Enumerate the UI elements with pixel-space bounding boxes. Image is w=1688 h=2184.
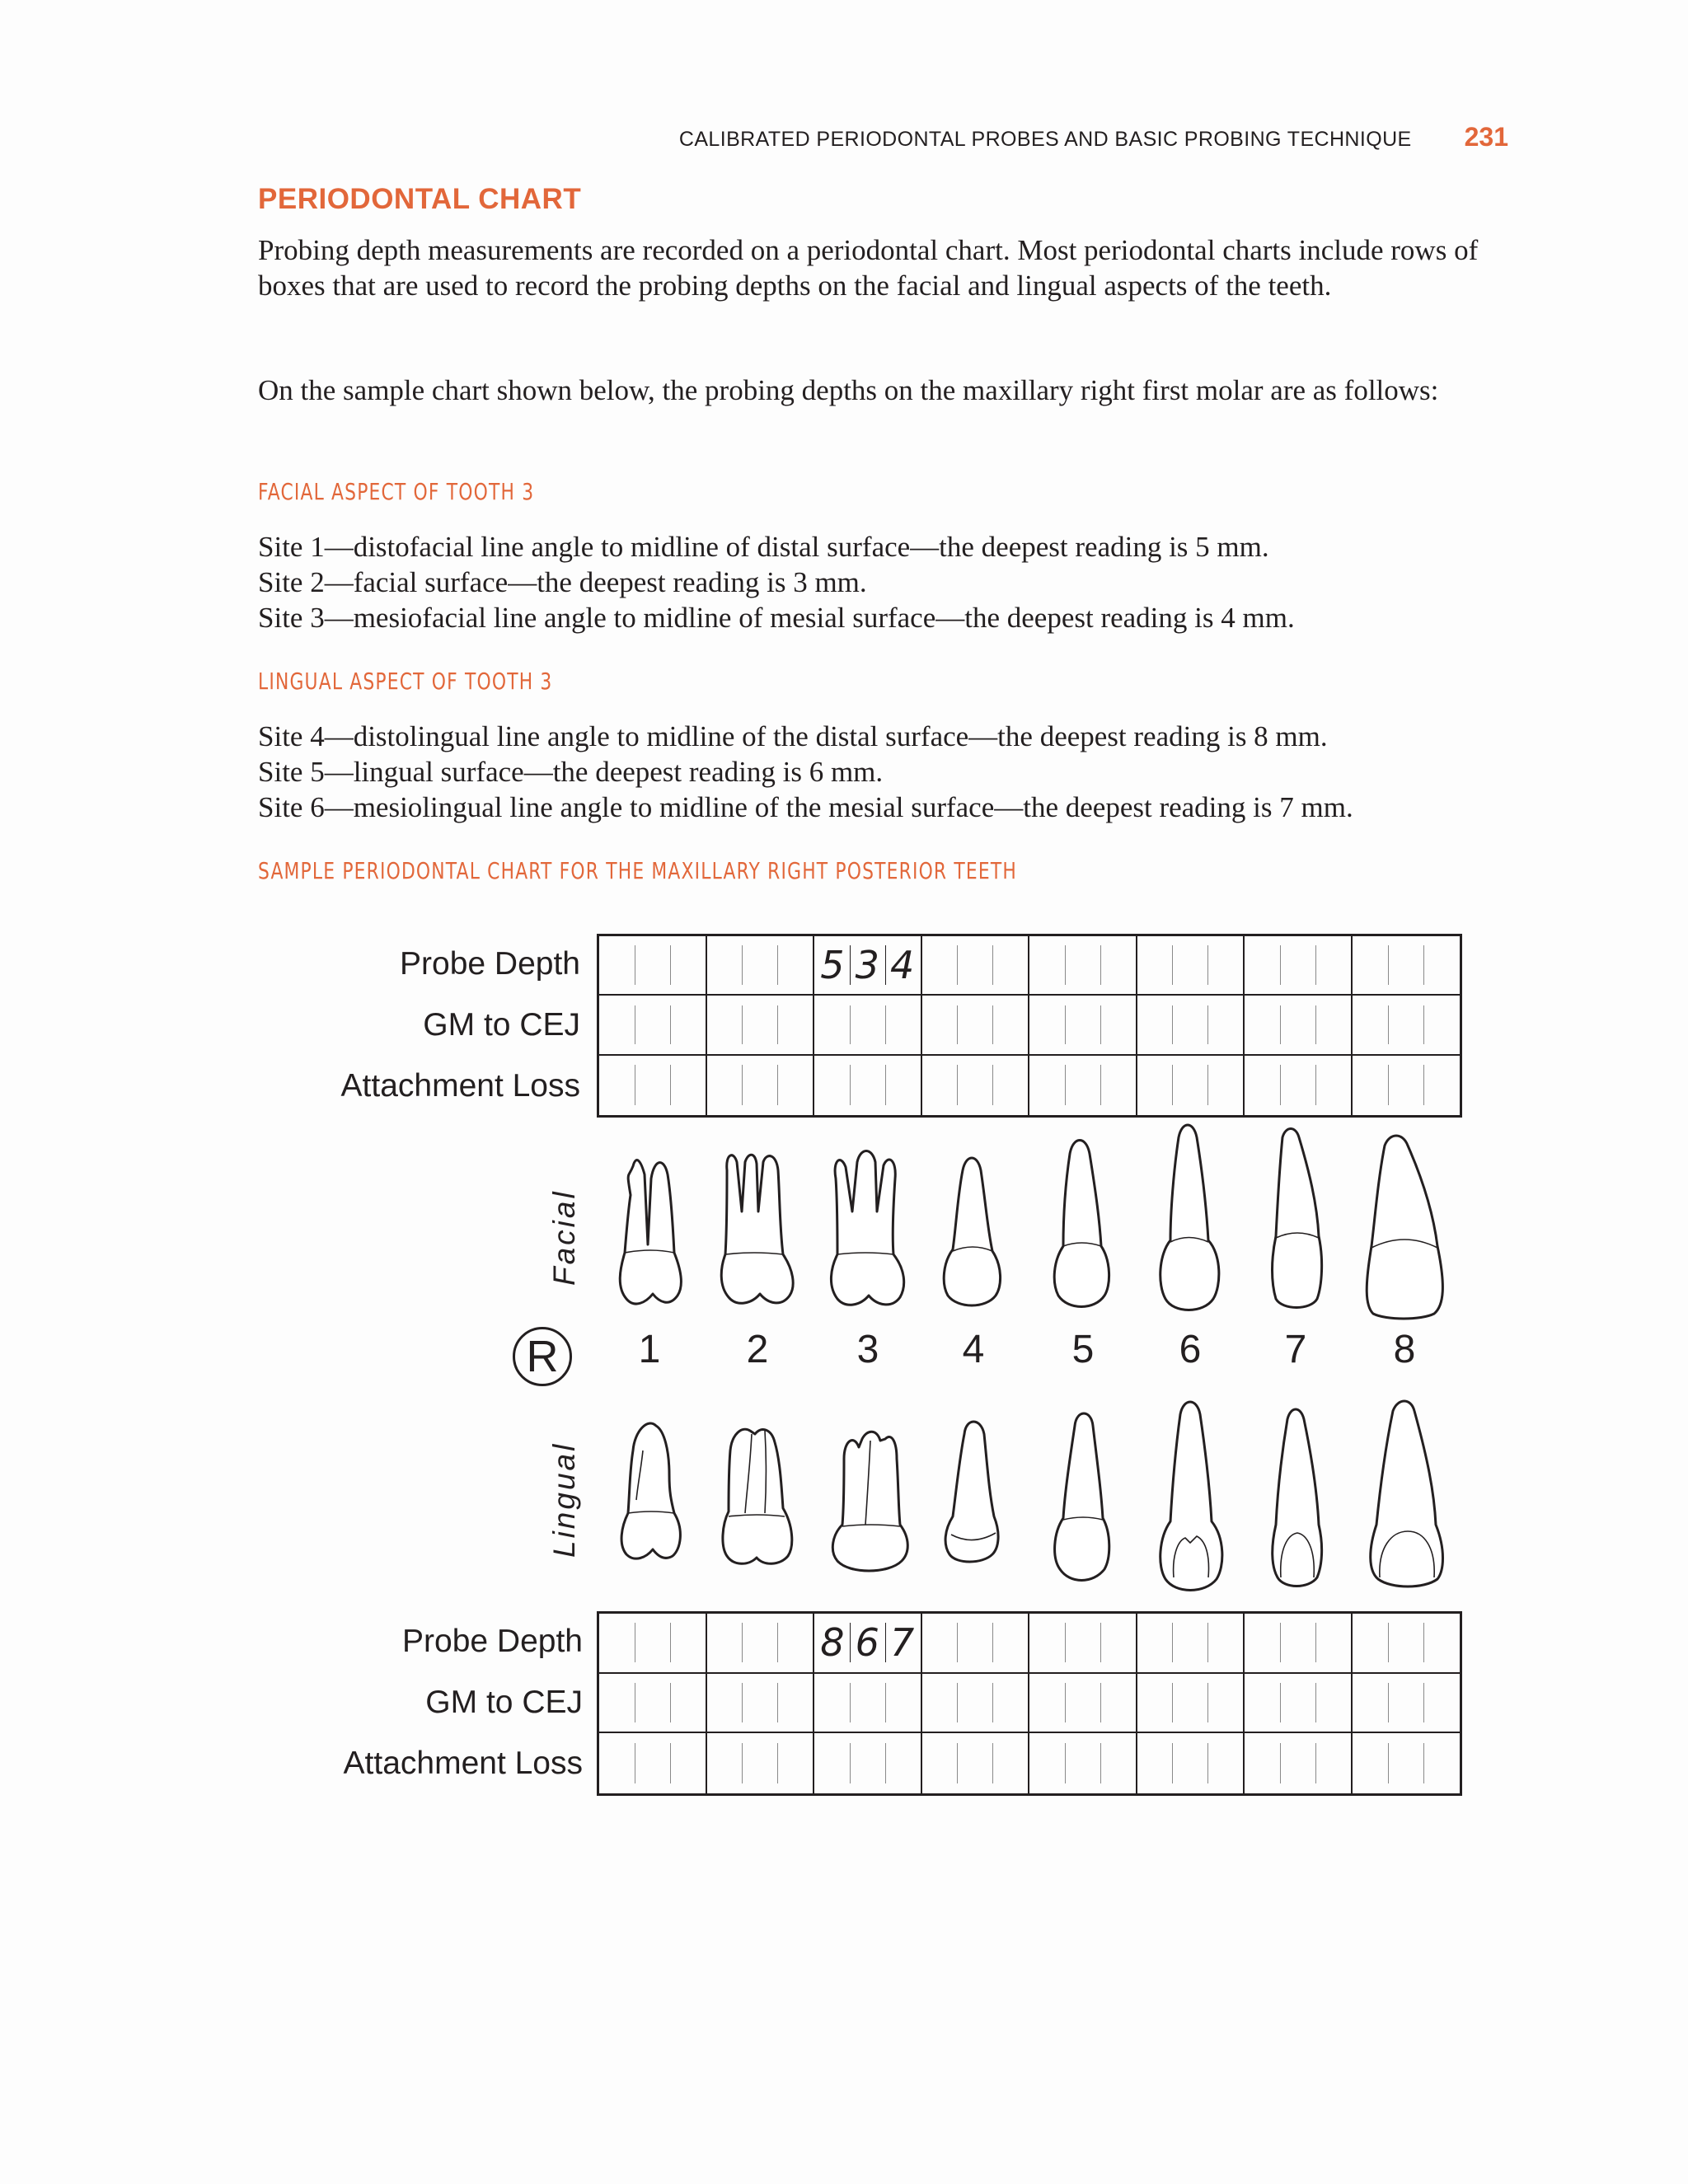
lingual-cell-r2-tooth-2: [707, 1674, 815, 1734]
site-divider: [1100, 1623, 1101, 1662]
site-divider: [850, 1065, 851, 1105]
tooth-number-6: 6: [1179, 1328, 1202, 1371]
site-divider: [1172, 1065, 1173, 1105]
site-divider: [957, 945, 958, 985]
site-divider: [1315, 945, 1316, 985]
site-divider: [742, 945, 743, 985]
lingual-tooth-7-icon: [1273, 1409, 1322, 1586]
lingual-probe-depth-label: Probe Depth: [402, 1624, 583, 1659]
site-divider: [1065, 1623, 1066, 1662]
site-divider: [1207, 1005, 1208, 1045]
lingual-cell-r1-tooth-3: [814, 1614, 922, 1674]
lingual-cell-r3-tooth-6: [1137, 1733, 1245, 1793]
site-divider: [992, 1743, 993, 1783]
facial-tooth-3-icon: [831, 1151, 903, 1305]
facial-probe-depth-site-value: 3: [855, 943, 879, 988]
lingual-tooth-1-icon: [621, 1423, 680, 1558]
facial-side-label: Facial: [547, 1189, 581, 1286]
site-divider: [1207, 1743, 1208, 1783]
facial-sites-list: [258, 529, 1295, 635]
intro-paragraph: Probing depth measurements are recorded on a periodontal chart. Most periodontal charts include rows of boxes that are used to record the probing depths on the facial and lingual aspects of the teeth.: [258, 234, 1479, 302]
site-divider: [1423, 1005, 1424, 1045]
facial-cell-r3-tooth-4: [922, 1056, 1030, 1115]
site-divider: [885, 1683, 886, 1722]
tooth-number-7: 7: [1284, 1328, 1307, 1371]
site-divider: [1100, 945, 1101, 985]
site-divider: [992, 1005, 993, 1045]
lingual-cell-r3-tooth-3: [814, 1733, 922, 1793]
site-divider: [957, 1743, 958, 1783]
site-divider: [777, 1005, 778, 1045]
lingual-cell-r2-tooth-5: [1029, 1674, 1137, 1734]
site-divider: [670, 945, 671, 985]
site-divider: [1388, 1005, 1389, 1045]
lingual-tooth-6-icon: [1160, 1402, 1222, 1591]
site-divider: [742, 1623, 743, 1662]
facial-probe-depth-site-value: 4: [890, 943, 915, 988]
site-divider: [1207, 1623, 1208, 1662]
lingual-cell-r3-tooth-2: [707, 1733, 815, 1793]
site-divider: [1172, 1743, 1173, 1783]
lingual-probe-depth-site-value: 8: [820, 1620, 845, 1666]
facial-tooth-1-icon: [620, 1160, 681, 1304]
tooth-number-8: 8: [1393, 1328, 1416, 1371]
site-divider: [777, 945, 778, 985]
site-divider: [992, 1623, 993, 1662]
facial-cell-r3-tooth-6: [1137, 1056, 1245, 1115]
facial-tooth-7-icon: [1273, 1129, 1322, 1308]
site-divider: [1280, 1743, 1281, 1783]
site-divider: [742, 1683, 743, 1722]
site-divider: [992, 1683, 993, 1722]
facial-cell-r2-tooth-7: [1245, 996, 1353, 1055]
lingual-cell-r1-tooth-4: [922, 1614, 1030, 1674]
site-divider: [670, 1623, 671, 1662]
facial-tooth-2-icon: [721, 1155, 793, 1303]
lingual-cell-r1-tooth-5: [1029, 1614, 1137, 1674]
facial-cell-r1-tooth-2: [707, 936, 815, 996]
site-divider: [885, 1065, 886, 1105]
facial-cell-r1-tooth-5: [1029, 936, 1137, 996]
facial-cell-r2-tooth-2: [707, 996, 815, 1055]
site-divider: [1172, 945, 1173, 985]
facial-cell-r1-tooth-6: [1137, 936, 1245, 996]
site-divider: [957, 1683, 958, 1722]
facial-site-1: Site 1—distofacial line angle to midline of distal surface—the deepest reading is 5 mm.: [258, 531, 1269, 563]
site-divider: [1388, 1623, 1389, 1662]
site-divider: [1100, 1005, 1101, 1045]
site-divider: [1207, 945, 1208, 985]
site-divider: [670, 1005, 671, 1045]
running-title: CALIBRATED PERIODONTAL PROBES AND BASIC PROBING TECHNIQUE: [678, 128, 1412, 151]
lingual-cell-r3-tooth-5: [1029, 1733, 1137, 1793]
site-divider: [1100, 1743, 1101, 1783]
site-divider: [1423, 1743, 1424, 1783]
facial-cell-r2-tooth-1: [599, 996, 707, 1055]
site-divider: [1172, 1005, 1173, 1045]
lingual-cell-r2-tooth-4: [922, 1674, 1030, 1734]
site-divider: [992, 1065, 993, 1105]
site-divider: [1207, 1065, 1208, 1105]
site-divider: [1388, 945, 1389, 985]
lingual-cell-r1-tooth-1: [599, 1614, 707, 1674]
facial-cell-r3-tooth-1: [599, 1056, 707, 1115]
site-divider: [850, 1005, 851, 1045]
running-head: [247, 122, 1508, 155]
lingual-cell-r1-tooth-6: [1137, 1614, 1245, 1674]
facial-cell-r1-tooth-4: [922, 936, 1030, 996]
site-divider: [1423, 945, 1424, 985]
page-number: 231: [1464, 122, 1508, 152]
tooth-number-4: 4: [962, 1328, 985, 1371]
site-divider: [850, 1743, 851, 1783]
site-divider: [1065, 1683, 1066, 1722]
facial-site-3: Site 3—mesiofacial line angle to midline of mesial surface—the deepest reading is 4 mm.: [258, 602, 1295, 634]
site-divider: [777, 1743, 778, 1783]
site-divider: [1315, 1683, 1316, 1722]
facial-cell-r3-tooth-2: [707, 1056, 815, 1115]
tooth-number-2: 2: [746, 1328, 769, 1371]
lingual-tooth-2-icon: [723, 1429, 792, 1563]
facial-cell-r2-tooth-8: [1353, 996, 1461, 1055]
lingual-cell-r1-tooth-7: [1245, 1614, 1353, 1674]
lingual-cell-r2-tooth-7: [1245, 1674, 1353, 1734]
site-divider: [1280, 1623, 1281, 1662]
site-divider: [1100, 1065, 1101, 1105]
site-divider: [992, 945, 993, 985]
site-divider: [670, 1683, 671, 1722]
site-divider: [1280, 1005, 1281, 1045]
facial-probe-depth-label: Probe Depth: [400, 946, 580, 982]
site-divider: [1423, 1683, 1424, 1722]
site-divider: [1065, 1005, 1066, 1045]
facial-site-2: Site 2—facial surface—the deepest reading is 3 mm.: [258, 566, 867, 598]
site-divider: [1423, 1065, 1424, 1105]
lingual-cell-r3-tooth-4: [922, 1733, 1030, 1793]
site-divider: [1280, 945, 1281, 985]
lingual-tooth-8-icon: [1371, 1401, 1443, 1586]
sample-paragraph: On the sample chart shown below, the probing depths on the maxillary right first molar are as follows:: [258, 374, 1439, 406]
lingual-cell-r2-tooth-3: [814, 1674, 922, 1734]
lingual-side-label: Lingual: [547, 1441, 581, 1558]
chart-heading: SAMPLE PERIODONTAL CHART FOR THE MAXILLARY RIGHT POSTERIOR TEETH: [258, 857, 1017, 884]
lingual-probe-depth-site-value: 7: [890, 1620, 915, 1666]
lingual-aspect-heading: LINGUAL ASPECT OF TOOTH 3: [258, 668, 553, 695]
lingual-gm-to-cej-label: GM to CEJ: [425, 1685, 583, 1720]
site-divider: [850, 945, 851, 985]
site-divider: [1172, 1683, 1173, 1722]
facial-cell-r3-tooth-7: [1245, 1056, 1353, 1115]
site-divider: [885, 945, 886, 985]
section-title: PERIODONTAL CHART: [258, 183, 582, 215]
facial-probing-grid: [597, 934, 1462, 1118]
lingual-cell-r3-tooth-8: [1353, 1733, 1461, 1793]
facial-cell-r2-tooth-3: [814, 996, 922, 1055]
site-divider: [1315, 1005, 1316, 1045]
lingual-cell-r3-tooth-7: [1245, 1733, 1353, 1793]
lingual-cell-r1-tooth-8: [1353, 1614, 1461, 1674]
lingual-tooth-5-icon: [1055, 1413, 1109, 1581]
facial-gm-to-cej-label: GM to CEJ: [423, 1007, 580, 1043]
site-divider: [957, 1065, 958, 1105]
facial-cell-r2-tooth-6: [1137, 996, 1245, 1055]
site-divider: [1207, 1683, 1208, 1722]
lingual-cell-r2-tooth-8: [1353, 1674, 1461, 1734]
tooth-number-3: 3: [856, 1328, 879, 1371]
lingual-tooth-3-icon: [832, 1432, 907, 1571]
lingual-cell-r3-tooth-1: [599, 1733, 707, 1793]
site-divider: [1315, 1623, 1316, 1662]
site-divider: [885, 1743, 886, 1783]
site-divider: [1388, 1743, 1389, 1783]
right-side-marker: R: [513, 1327, 572, 1386]
facial-cell-r3-tooth-3: [814, 1056, 922, 1115]
lingual-sites-list: [258, 719, 1353, 825]
facial-cell-r1-tooth-1: [599, 936, 707, 996]
site-divider: [1172, 1623, 1173, 1662]
site-divider: [957, 1005, 958, 1045]
site-divider: [777, 1065, 778, 1105]
facial-aspect-heading: FACIAL ASPECT OF TOOTH 3: [258, 478, 535, 505]
site-divider: [777, 1683, 778, 1722]
site-divider: [1280, 1683, 1281, 1722]
lingual-tooth-4-icon: [945, 1422, 998, 1562]
facial-cell-r1-tooth-8: [1353, 936, 1461, 996]
site-divider: [670, 1065, 671, 1105]
lingual-cell-r2-tooth-6: [1137, 1674, 1245, 1734]
site-divider: [850, 1683, 851, 1722]
facial-tooth-4-icon: [944, 1158, 1000, 1305]
site-divider: [957, 1623, 958, 1662]
lingual-probing-grid: [597, 1611, 1462, 1796]
facial-tooth-8-icon: [1367, 1136, 1442, 1319]
site-divider: [1315, 1065, 1316, 1105]
tooth-number-1: 1: [638, 1328, 661, 1371]
site-divider: [1423, 1623, 1424, 1662]
site-divider: [742, 1005, 743, 1045]
site-divider: [1100, 1683, 1101, 1722]
site-divider: [742, 1743, 743, 1783]
lingual-site-4: Site 4—distolingual line angle to midline of the distal surface—the deepest reading is 8 mm.: [258, 720, 1328, 752]
site-divider: [885, 1005, 886, 1045]
facial-cell-r3-tooth-8: [1353, 1056, 1461, 1115]
facial-cell-r3-tooth-5: [1029, 1056, 1137, 1115]
lingual-cell-r2-tooth-1: [599, 1674, 707, 1734]
site-divider: [885, 1623, 886, 1662]
site-divider: [1065, 1743, 1066, 1783]
site-divider: [1388, 1065, 1389, 1105]
site-divider: [777, 1623, 778, 1662]
facial-attachment-loss-label: Attachment Loss: [340, 1068, 580, 1104]
facial-tooth-6-icon: [1160, 1125, 1219, 1310]
lingual-site-6: Site 6—mesiolingual line angle to midline of the mesial surface—the deepest reading is 7 mm.: [258, 791, 1353, 823]
site-divider: [1280, 1065, 1281, 1105]
facial-cell-r2-tooth-5: [1029, 996, 1137, 1055]
facial-cell-r2-tooth-4: [922, 996, 1030, 1055]
facial-probe-depth-site-value: 5: [820, 943, 845, 988]
lingual-cell-r1-tooth-2: [707, 1614, 815, 1674]
lingual-attachment-loss-label: Attachment Loss: [343, 1746, 583, 1781]
site-divider: [1388, 1683, 1389, 1722]
facial-cell-r1-tooth-3: [814, 936, 922, 996]
site-divider: [670, 1743, 671, 1783]
site-divider: [742, 1065, 743, 1105]
facial-cell-r1-tooth-7: [1245, 936, 1353, 996]
facial-tooth-5-icon: [1054, 1141, 1109, 1307]
tooth-number-5: 5: [1071, 1328, 1095, 1371]
lingual-probe-depth-site-value: 6: [855, 1620, 879, 1666]
site-divider: [1315, 1743, 1316, 1783]
site-divider: [1065, 1065, 1066, 1105]
site-divider: [1065, 945, 1066, 985]
lingual-site-5: Site 5—lingual surface—the deepest reading is 6 mm.: [258, 756, 884, 788]
site-divider: [850, 1623, 851, 1662]
